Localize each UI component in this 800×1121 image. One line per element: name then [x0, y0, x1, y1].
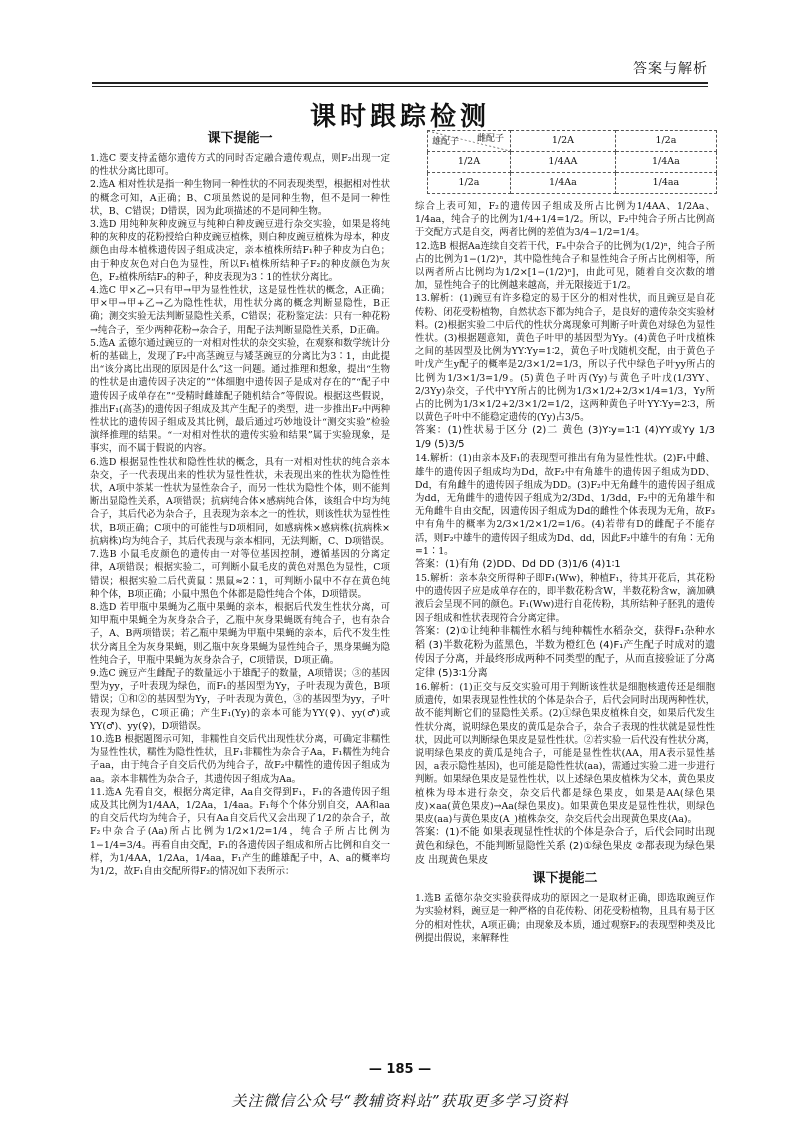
explanation-entry: 14.解析：(1)由亲本及F₁的表现型可推出有角为显性性状。(2)F₁中雌、雄牛的遗传因子组成均为Dd，故F₂中有角雄牛的遗传因子组成为DD、Dd，有角雌牛的遗传因子组成为DD。(3)F₂中无角雌牛的遗传因子组成为dd，无角雌牛的遗传因子组成为2/3Dd、1/3dd，F₂中的无角雄牛和无角雌牛自由交配，因遗传因子组成为Dd的雌性个体表现为无角，故F₃中有角牛的概率为2/3×1/2×1/2=1/6。(4)若带有D的雌配子不能存活，则F₂中雄牛的遗传因子组成为Dd、dd，因此F₂中雄牛的有角∶无角=1∶1。: [415, 453, 715, 557]
table-cell: 1/4Aa: [511, 173, 616, 194]
answer-line: 答案：(1)不能 如果表现显性性状的个体是杂合子，后代会同时出现黄色和绿色，不能判断显隐性关系 (2)①绿色果皮 ②都表现为绿色果皮 出现黄色果皮: [415, 827, 715, 867]
explanation-entry: 5.选A 孟德尔通过豌豆的一对相对性状的杂交实验，在观察和数学统计分析的基础上，发现了F₂中高茎豌豆与矮茎豌豆的分离比为3∶1，由此提出“该分离比出现的原因是什么”这一问题。通过推理和想象，提出“生物的性状是由遗传因子决定的”“体细胞中遗传因子是成对存在的”“配子中遗传因子成单存在”“受精时雌雄配子随机结合”等假说。根据这些假说，推出F₁(高茎)的遗传因子组成及其产生配子的类型，进一步推出F₂中两种性状比的遗传因子组成及其比例，最后通过巧妙地设计“测交实验”检验演绎推理的结果。“一对相对性状的遗传实验和结果”属于实验现象，是事实，而不属于假说的内容。: [90, 337, 390, 455]
explanation-entry: 8.选D 若甲瓶中果蝇为乙瓶中果蝇的亲本，根据后代发生性状分离，可知甲瓶中果蝇全为灰身杂合子，乙瓶中灰身果蝇既有纯合子，也有杂合子，A、B两项错误；若乙瓶中果蝇为甲瓶中果蝇的亲本，后代不发生性状分离且全为灰身果蝇，则乙瓶中灰身果蝇为显性纯合子，黑身果蝇为隐性纯合子，甲瓶中果蝇为灰身杂合子，C项错误，D项正确。: [90, 601, 391, 666]
explanation-entry: 12.选B 根据Aa连续自交若干代，Fₙ中杂合子的比例为(1/2)ⁿ，纯合子所占的比例为1−(1/2)ⁿ，其中隐性纯合子和显性纯合子所占比例相等，所以两者所占比例均为1/2×[1−(1/2)ⁿ]，由此可见，随着自交次数的增加，显性纯合子的比例越来越高，并无限接近于1/2。: [415, 240, 715, 292]
explanation-entry: 6.选D 根据显性性状和隐性性状的概念，具有一对相对性状的纯合亲本杂交，子一代表现出来的性状为显性性状，未表现出来的性状为隐性性状，A项中茶某一性状为显性杂合子，而另一性状为隐性个体，则不能判断出显隐性关系，A项错误；抗病纯合体×感病纯合体，该组合中均为纯合子，其后代必为杂合子，且表现为亲本之一的性状，则该性状为显性性状，B项正确；C项中的可能性与D项相同，如感病株×感病株(抗病株×抗病株)均为纯合子，其后代表现与亲本相同，无法判断，C、D项错误。: [90, 456, 391, 547]
explanation-entry: 9.选C 豌豆产生雌配子的数量远小于雄配子的数量，A项错误；③的基因型为yy，子叶表现为绿色，而F₁的基因型为Yy，子叶表现为黄色，B项错误；①和②的基因型为Yy，子叶表现为黄色，③的基因型为yy，子叶表现为绿色，C项正确；产生F₁(Yy)的亲本可能为YY(♀)、yy(♂)或YY(♂)、yy(♀)，D项错误。: [90, 667, 390, 732]
explanation-entry: 综合上表可知，F₂的遗传因子组成及所占比例为1/4AA、1/2Aa、1/4aa，纯合子的比例为1/4+1/4=1/2。所以，F₂中纯合子所占比例高于交配方式是自交，两者比例的差值为3/4−1/2=1/4。: [415, 201, 715, 239]
answer-line: 答案：(2)①让纯种非糯性水稻与纯种糯性水稻杂交，获得F₁杂种水稻 (3)半数花粉为蓝黑色，半数为橙红色 (4)F₁产生配子时成对的遗传因子分离，并最终形成两种不同类型的配子，从而直接验证了分离定律 (5)3∶1分离: [415, 625, 715, 679]
section2-entry-list: [415, 892, 715, 945]
explanation-entry: 10.选B 根据题图示可知，非糯性自交后代出现性状分离，可确定非糯性为显性性状，糯性为隐性性状，且F₁非糯性为杂合子Aa，F₁糯性为纯合子aa，由于纯合子自交后代仍为纯合子，故F₂中糯性的遗传因子组成为aa。亲本非糯性为杂合子，其遗传因子组成为Aa。: [90, 733, 390, 785]
header-rule: [92, 82, 708, 84]
explanation-entry: 7.选B 小鼠毛皮颜色的遗传由一对等位基因控制，遵循基因的分离定律，A项错误；根据实验二，可判断小鼠毛皮的黄色对黑色为显性，C项错误；根据实验二后代黄鼠∶黑鼠≈2∶1，可判断小鼠中不存在黄色纯种个体，B项正确；小鼠中黑色个体都是隐性纯合个体，D项错误。: [90, 549, 390, 600]
explanation-entry: 11.选A 先看自交，根据分离定律，Aa自交得到F₁，F₁的各遗传因子组成及其比例为1/4AA，1/2Aa，1/4aa。F₁每个个体分别自交，AA和aa的自交后代均为纯合子，只有Aa自交后代又会出现了1/2的杂合子，故F₂中杂合子(Aa)所占比例为1/2×1/2=1/4，纯合子所占比例为1−1/4=3/4。再看自由交配，F₁的各遗传因子组成和所占比例和自交一样，为1/4AA，1/2Aa，1/4aa，F₁产生的雌雄配子中，A、a的概率均为1/2，故F₁自由交配所得F₂的情况如下表所示：: [90, 786, 390, 877]
explanation-entry: 1.选B 孟德尔杂交实验获得成功的原因之一是取材正确，即选取豌豆作为实验材料，豌豆是一种严格的自花传粉、闭花受粉植物，且具有易于区分的相对性状，A项正确；由现象及本质，通过观察F₂的表现型种类及比例提出假说，来解释性: [415, 893, 716, 944]
explanation-entry: 1.选C 要支持孟德尔遗传方式的同时否定融合遗传观点，则F₂出现一定的性状分离比即可。: [90, 153, 390, 178]
table-corner-male: 雄配子: [432, 136, 460, 147]
left-entry-list: [90, 152, 390, 878]
explanation-entry: 13.解析：(1)豌豆有许多稳定的易于区分的相对性状，而且豌豆是自花传粉、闭花受粉植物，自然状态下都为纯合子，是良好的遗传杂交实验材料。(2)根据实验二中后代的性状分离现象可判断子叶黄色对绿色为显性性状。(3)根据题意知，黄色子叶甲的基因型为Yy。(4)黄色子叶戊植株之间的基因型及比例为YY∶Yy=1∶2，黄色子叶戊随机交配，由于黄色子叶戊产生y配子的概率是2/3×1/2=1/3，所以子代中绿色子叶yy所占的比例为1/3×1/3=1/9。(5)黄色子叶丙(Yy)与黄色子叶戊(1/3YY、2/3Yy)杂交，子代中YY所占的比例为1/3×1/2+2/3×1/4=1/3，Yy所占的比例为1/3×1/2+2/3×1/2=1/2，这两种黄色子叶YY∶Yy=2∶3，所以黄色子叶中不能稳定遗传的(Yy)占3/5。: [415, 293, 716, 424]
right-column: [415, 128, 715, 945]
table-corner-female: 雌配子: [476, 134, 504, 144]
explanation-entry: 2.选A 相对性状是指一种生物同一种性状的不同表现类型，根据相对性状的概念可知，A正确；B、C项虽然说的是同种生物，但不是同一种性状，B、C错误；D错误，因为此项描述的不是同种生物。: [90, 179, 390, 217]
explanation-entry: 15.解析：亲本杂交所得种子即F₁(Ww)，种植F₁，待其开花后，其花粉中的遗传因子应是成单存在的，即半数花粉含W，半数花粉含w，滴加碘液后会呈现不同的颜色。F₁(Ww)进行自花传粉，其所结种子胚乳的遗传因子组成和性状表现符合分离定律。: [415, 573, 715, 624]
header-rule-thin: [92, 86, 708, 87]
right-entry-list: [415, 200, 715, 868]
table-col-header: 1/2A: [511, 131, 616, 152]
answer-line: 答案：(1)性状易于区分 (2)二 黄色 (3)Y∶y=1∶1 (4)YY或Yy 1/3 1/9 (5)3/5: [415, 425, 715, 451]
table-cell: 1/4aa: [615, 173, 716, 194]
table-col-header: 1/2a: [615, 131, 716, 152]
table-cell: 1/4Aa: [615, 152, 716, 173]
table-row-header: 1/2A: [428, 152, 511, 173]
section-title: 课下提能一: [207, 131, 273, 146]
page-title: 课时跟踪检测: [309, 102, 490, 132]
page-number: — 185 —: [368, 1062, 432, 1077]
section-title-2: 课下提能二: [532, 871, 598, 887]
explanation-entry: 16.解析：(1)正交与反交实验可用于判断该性状是细胞核遗传还是细胞质遗传，如果表现显性性状的个体是杂合子，后代会同时出现两种性状，故不能判断它们的显隐性关系。(2)①绿色果皮植株自交，如果后代发生性状分离，说明绿色果皮的黄瓜是杂合子，杂合子表现的性状就是显性性状，因此可以判断绿色果皮是显性性状。②若实验一后代没有性状分离，说明绿色果皮的黄瓜是纯合子，可能是显性性状(AA，用A表示显性基因，a表示隐性基因)，也可能是隐性性状(aa)，需通过实验二进一步进行判断。如果绿色果皮是显性性状，以上述绿色果皮植株为父本，黄色果皮植株为母本进行杂交，杂交后代都是绿色果皮，如果是AA(绿色果皮)×aa(黄色果皮)→Aa(绿色果皮)。如果黄色果皮是显性性状，则绿色果皮(aa)与黄色果皮(A_)植株杂交，杂交后代会出现黄色果皮(Aa)。: [415, 681, 716, 825]
explanation-entry: 4.选C 甲×乙→只有甲→甲为显性性状，这是显性性状的概念，A正确；甲×甲→甲+乙→乙为隐性性状，用性状分离的概念判断显隐性，B正确；测交实验无法判断显隐性关系，C错误；花粉鉴定法：只有一种花粉→纯合子，至少两种花粉→杂合子，用配子法判断显隐性关系，D正确。: [90, 285, 390, 336]
gamete-table: [427, 130, 717, 194]
left-column: [90, 128, 390, 878]
header-title: 答案与解析: [633, 61, 708, 77]
footer-note: 关注微信公众号“教辅资料站”获取更多学习资料: [231, 1092, 569, 1110]
answer-line: 答案：(1)有角 (2)DD、Dd DD (3)1/6 (4)1∶1: [415, 559, 621, 571]
table-corner: [428, 131, 511, 152]
table-cell: 1/4AA: [511, 152, 616, 173]
explanation-entry: 3.选D 用纯种灰种皮豌豆与纯种白种皮豌豆进行杂交实验，如果是将纯种的灰种皮的花粉授给白种皮豌豆植株，则白种皮豌豆植株为母本，种皮颜色由母本植株遗传因子组成决定，亲本植株所结F₁种子种皮为白色；由于种皮灰色对白色为显性，所以F₁植株所结种子F₂的种皮颜色为灰色，F₂植株所结F₃的种子，种皮表现为3∶1的性状分离比。: [90, 219, 391, 283]
table-row-header: 1/2a: [428, 173, 511, 194]
